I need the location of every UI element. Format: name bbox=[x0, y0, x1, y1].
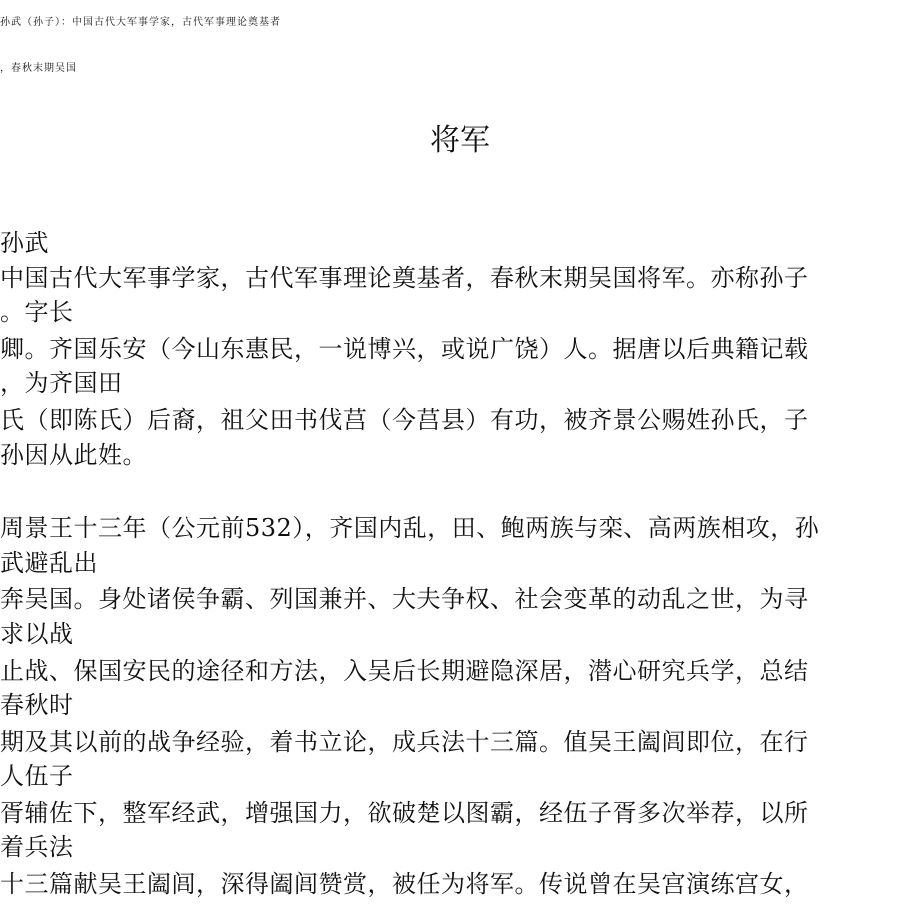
body-line: 。字长 bbox=[0, 298, 74, 326]
body-line: 着兵法 bbox=[0, 833, 74, 861]
document-subtitle: 将军 bbox=[430, 123, 490, 158]
body-line: 孙因从此姓。 bbox=[0, 441, 147, 469]
body-line: 求以战 bbox=[0, 620, 74, 648]
body-line: 春秋时 bbox=[0, 691, 74, 719]
body-line: 止战、保国安民的途径和方法，入吴后长期避隐深居，潜心研究兵学，总结 bbox=[0, 657, 809, 685]
body-line: 中国古代大军事学家，古代军事理论奠基者，春秋末期吴国将军。亦称孙子 bbox=[0, 264, 809, 292]
body-line: 武避乱出 bbox=[0, 549, 98, 577]
body-line: ，为齐国田 bbox=[0, 369, 123, 397]
body-line: 人伍子 bbox=[0, 762, 74, 790]
document-title bbox=[0, 0, 920, 92]
body-line: 周景王十三年（公元前532），齐国内乱，田、鲍两族与栾、高两族相攻，孙 bbox=[0, 514, 820, 542]
title-line-1: 孙武（孙子）：中国古代大军事学家，古代军事理论奠基者 bbox=[0, 17, 281, 28]
title-line-2: ，春秋末期吴国 bbox=[0, 63, 77, 74]
body-line-name: 孙武 bbox=[0, 229, 49, 257]
body-line: 氏（即陈氏）后裔，祖父田书伐莒（今莒县）有功，被齐景公赐姓孙氏，子 bbox=[0, 406, 809, 434]
body-line: 胥辅佐下，整军经武，增强国力，欲破楚以图霸，经伍子胥多次举荐，以所 bbox=[0, 799, 809, 827]
body-line: 期及其以前的战争经验，着书立论，成兵法十三篇。值吴王阖闾即位，在行 bbox=[0, 728, 809, 756]
body-line: 十三篇献吴王阖闾，深得阖闾赞赏，被任为将军。传说曾在吴宫演练宫女， bbox=[0, 870, 809, 898]
body-line: 卿。齐国乐安（今山东惠民，一说博兴，或说广饶）人。据唐以后典籍记载 bbox=[0, 335, 809, 363]
body-line: 奔吴国。身处诸侯争霸、列国兼并、大夫争权、社会变革的动乱之世，为寻 bbox=[0, 585, 809, 613]
